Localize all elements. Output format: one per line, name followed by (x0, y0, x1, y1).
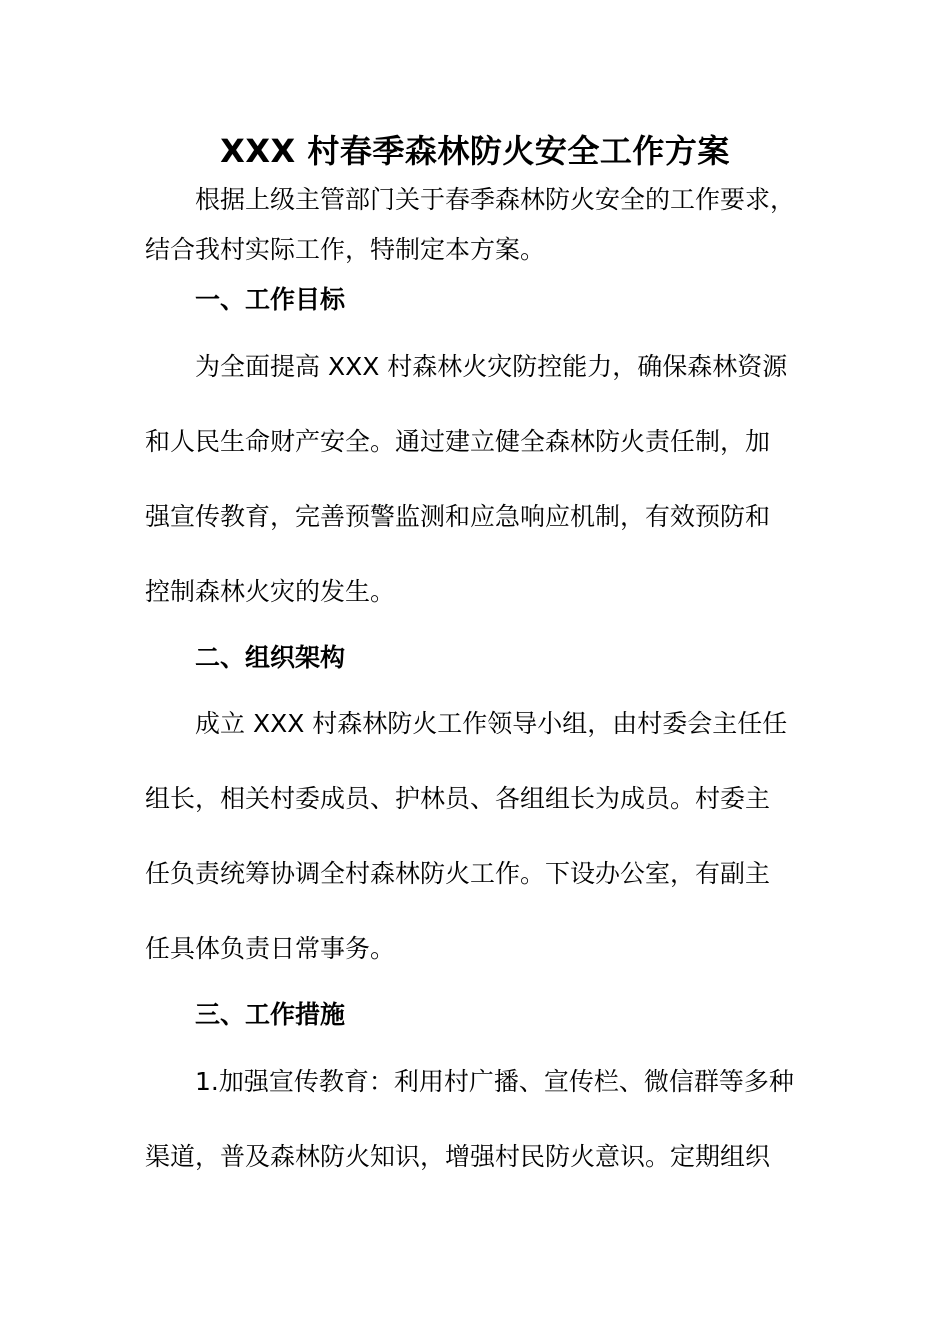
section-3-line-1: 1.加强宣传教育：利用村广播、宣传栏、微信群等多种 (195, 1067, 794, 1096)
section-heading-organization: 二、组织架构 (195, 643, 346, 672)
section-1-line-1: 为全面提高 XXX 村森林火灾防控能力，确保森林资源 (195, 352, 788, 381)
intro-line-1: 根据上级主管部门关于春季森林防火安全的工作要求， (195, 185, 796, 214)
section-2-line-1: 成立 XXX 村森林防火工作领导小组，由村委会主任任 (195, 709, 788, 738)
section-heading-measures: 三、工作措施 (195, 1000, 346, 1029)
section-2-line-2: 组长，相关村委成员、护林员、各组组长为成员。村委主 (145, 784, 771, 813)
intro-line-2: 结合我村实际工作，特制定本方案。 (145, 235, 546, 264)
section-2-line-3: 任负责统筹协调全村森林防火工作。下设办公室，有副主 (145, 859, 771, 888)
section-1-line-4: 控制森林火灾的发生。 (145, 577, 396, 606)
section-2-line-4: 任具体负责日常事务。 (145, 934, 396, 963)
section-3-line-2: 渠道，普及森林防火知识，增强村民防火意识。定期组织 (145, 1142, 771, 1171)
section-1-line-3: 强宣传教育，完善预警监测和应急响应机制，有效预防和 (145, 502, 771, 531)
document-title: XXX 村春季森林防火安全工作方案 (220, 132, 730, 170)
section-1-line-2: 和人民生命财产安全。通过建立健全森林防火责任制，加 (145, 427, 771, 456)
section-heading-goals: 一、工作目标 (195, 285, 346, 314)
